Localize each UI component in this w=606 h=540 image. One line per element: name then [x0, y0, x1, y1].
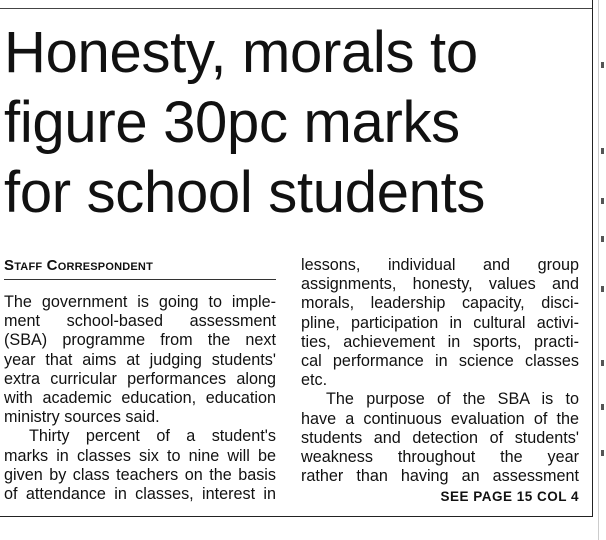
- text-line: students and detection of students': [301, 428, 579, 447]
- text-line: marks in classes six to nine will be: [4, 446, 276, 465]
- article-headline: [4, 18, 590, 228]
- article-column-right: [301, 256, 579, 507]
- text-line: ties, achievement in sports, practi-: [301, 332, 579, 351]
- byline-text: Staff Correspondent: [4, 257, 153, 274]
- page-edge-rule: [598, 0, 599, 540]
- headline-line: figure 30pc marks: [4, 90, 460, 155]
- text-line: extra curricular performances along: [4, 369, 276, 388]
- text-line: year that aims at judging students': [4, 350, 276, 369]
- text-line: morals, leadership capacity, disci-: [301, 294, 579, 313]
- paragraph: [4, 293, 276, 427]
- article-column-left: [4, 256, 276, 504]
- adjacent-column-edge: [601, 30, 606, 510]
- text-line: cal performance in science classes: [301, 352, 579, 371]
- text-line: Thirty percent of a student's: [29, 427, 276, 446]
- byline: [4, 256, 276, 280]
- bottom-rule: [0, 516, 593, 517]
- right-column-rule: [592, 0, 593, 516]
- paragraph: [301, 390, 579, 486]
- text-line: pline, participation in cultural activi-: [301, 313, 579, 332]
- headline-line: Honesty, morals to: [4, 20, 478, 85]
- text-line: with academic education, education: [4, 389, 276, 408]
- text-line: assignments, honesty, values and: [301, 275, 579, 294]
- paragraph: [301, 256, 579, 390]
- text-line: ministry sources said.: [4, 408, 160, 427]
- text-line: (SBA) programme from the next: [4, 331, 276, 350]
- top-rule: [0, 8, 593, 9]
- text-line: etc.: [301, 371, 328, 390]
- text-line: ment school-based assessment: [4, 312, 276, 331]
- text-line: of attendance in classes, interest in: [4, 485, 276, 504]
- text-line: weakness throughout the year: [301, 448, 579, 467]
- continuation-jump: SEE PAGE 15 COL 4: [440, 489, 579, 505]
- text-line: The purpose of the SBA is to: [326, 390, 579, 409]
- text-line: rather than having an assessment: [301, 467, 579, 486]
- text-line: have a continuous evaluation of the: [301, 409, 579, 428]
- text-line: The government is going to imple-: [4, 293, 276, 311]
- headline-line: for school students: [4, 160, 486, 225]
- text-line: given by class teachers on the basis: [4, 465, 276, 484]
- paragraph: [4, 427, 276, 504]
- text-line: lessons, individual and group: [301, 256, 579, 274]
